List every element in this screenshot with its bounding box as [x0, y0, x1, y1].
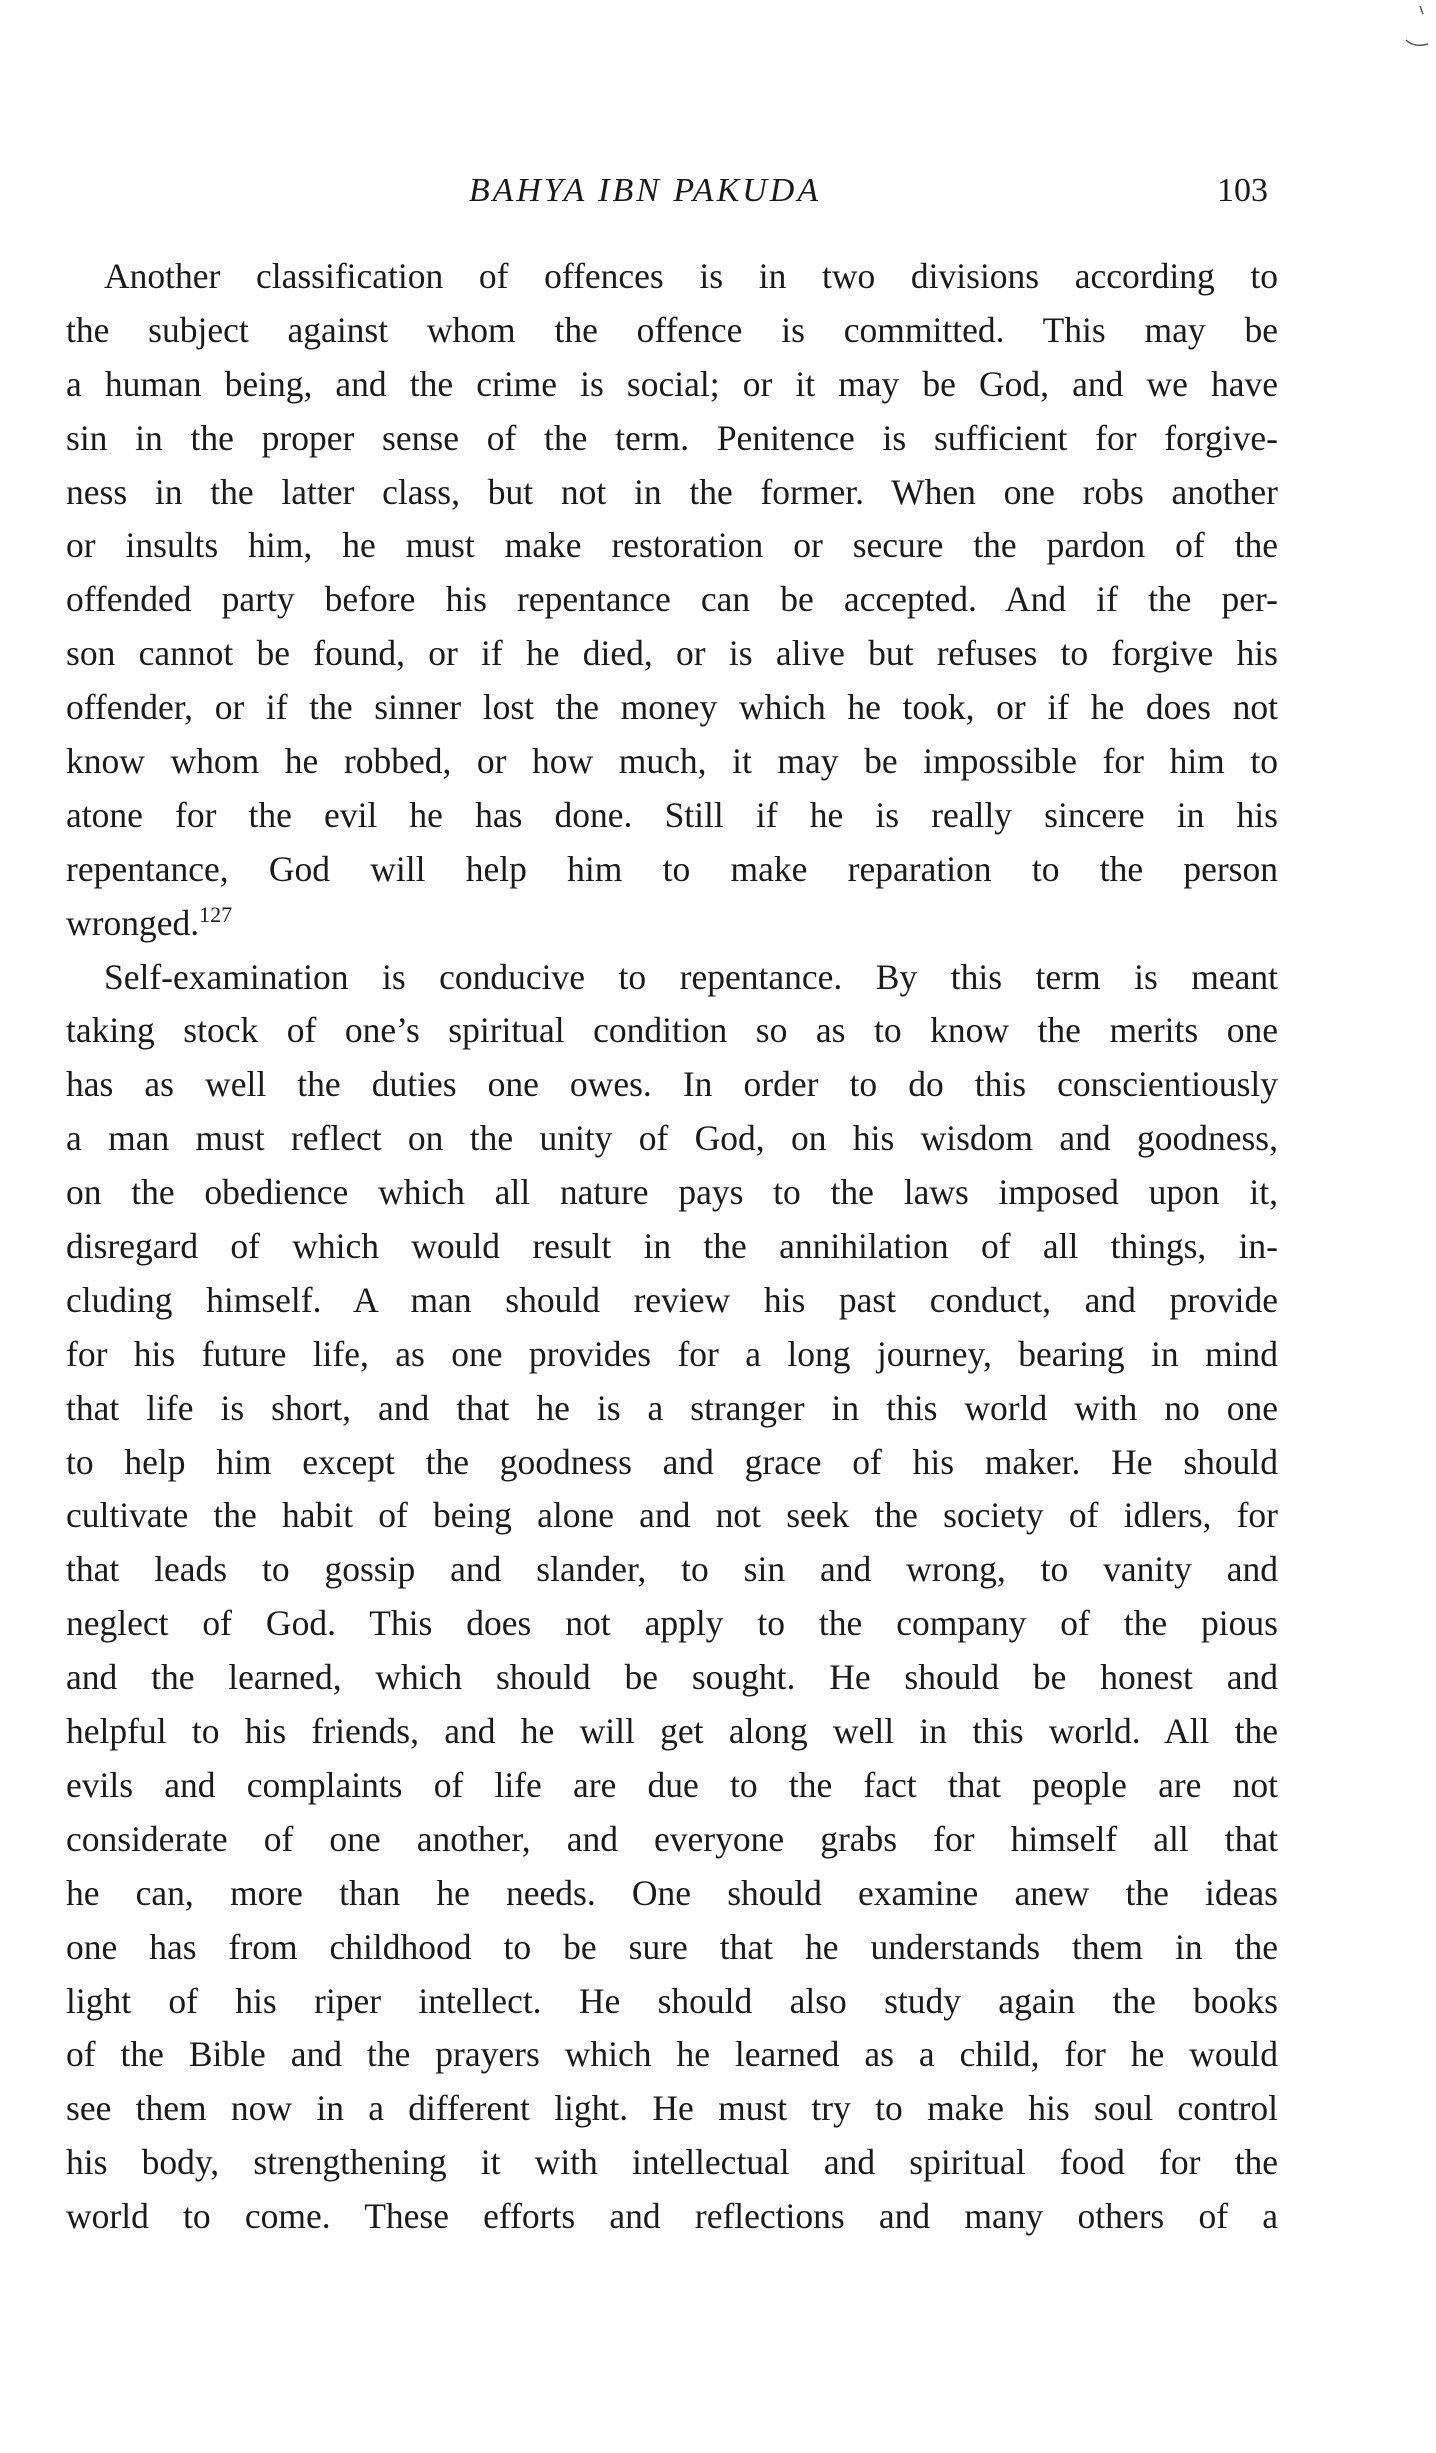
text-line: son cannot be found, or if he died, or is alive but refuses to forgive his — [66, 633, 1278, 674]
text-line: on the obedience which all nature pays to the laws imposed upon it, — [66, 1172, 1278, 1213]
text-line: helpful to his friends, and he will get along well in this world. All the — [66, 1711, 1278, 1752]
last-line-text: wronged. — [66, 902, 200, 943]
text-line: a man must reflect on the unity of God, on his wisdom and goodness, — [66, 1118, 1278, 1159]
body-text — [66, 250, 1278, 2244]
text-line: sin in the proper sense of the term. Penitence is sufficient for forgive- — [66, 417, 1278, 458]
scan-corner-mark — [1400, 4, 1430, 50]
text-line: repentance, God will help him to make reparation to the person — [66, 848, 1278, 889]
text-line: disregard of which would result in the annihilation of all things, in- — [66, 1226, 1278, 1267]
text-line: offender, or if the sinner lost the money which he took, or if he does not — [66, 687, 1278, 728]
text-line: evils and complaints of life are due to the fact that people are not — [66, 1764, 1278, 1805]
text-line: cluding himself. A man should review his past conduct, and provide — [66, 1279, 1278, 1320]
paragraph-1 — [66, 250, 1278, 951]
text-line: or insults him, he must make restoration or secure the pardon of the — [66, 525, 1278, 566]
running-head — [0, 166, 1436, 216]
page-number: 103 — [1217, 172, 1268, 209]
text-line: that life is short, and that he is a stranger in this world with no one — [66, 1387, 1278, 1428]
text-line: he can, more than he needs. One should examine anew the ideas — [66, 1872, 1278, 1913]
text-line: know whom he robbed, or how much, it may be impossible for him to — [66, 741, 1278, 782]
text-line: considerate of one another, and everyone grabs for himself all that — [66, 1818, 1278, 1859]
text-line: see them now in a different light. He must try to make his soul control — [66, 2088, 1278, 2129]
text-line: ness in the latter class, but not in the former. When one robs another — [66, 471, 1278, 512]
footnote-ref[interactable]: 127 — [199, 901, 233, 927]
text-line: taking stock of one’s spiritual condition so as to know the merits one — [66, 1010, 1278, 1051]
text-line: atone for the evil he has done. Still if he is really sincere in his — [66, 794, 1278, 835]
running-title: BAHYA IBN PAKUDA — [468, 172, 822, 209]
text-line: the subject against whom the offence is committed. This may be — [66, 309, 1278, 350]
text-line: a human being, and the crime is social; or it may be God, and we have — [66, 363, 1278, 404]
text-line: offended party before his repentance can be accepted. And if the per- — [66, 579, 1278, 620]
text-line: world to come. These efforts and reflections and many others of a — [66, 2196, 1278, 2237]
text-line: of the Bible and the prayers which he learned as a child, for he would — [66, 2034, 1278, 2075]
text-line: Another classification of offences is in two divisions according to — [104, 256, 1278, 296]
text-line: for his future life, as one provides for a long journey, bearing in mind — [66, 1333, 1278, 1374]
text-line: and the learned, which should be sought. He should be honest and — [66, 1657, 1278, 1698]
text-line: cultivate the habit of being alone and not seek the society of idlers, for — [66, 1495, 1278, 1536]
paragraph-2 — [66, 951, 1278, 2244]
text-line-last — [66, 897, 1278, 951]
text-line: has as well the duties one owes. In order to do this conscientiously — [66, 1064, 1278, 1105]
text-line: one has from childhood to be sure that he understands them in the — [66, 1926, 1278, 1967]
text-line: his body, strengthening it with intellectual and spiritual food for the — [66, 2142, 1278, 2183]
text-line: neglect of God. This does not apply to the company of the pious — [66, 1603, 1278, 1644]
text-line: that leads to gossip and slander, to sin and wrong, to vanity and — [66, 1549, 1278, 1590]
text-line: to help him except the goodness and grace of his maker. He should — [66, 1441, 1278, 1482]
text-line: Self-examination is conducive to repentance. By this term is meant — [104, 956, 1278, 997]
text-line: light of his riper intellect. He should also study again the books — [66, 1980, 1278, 2021]
